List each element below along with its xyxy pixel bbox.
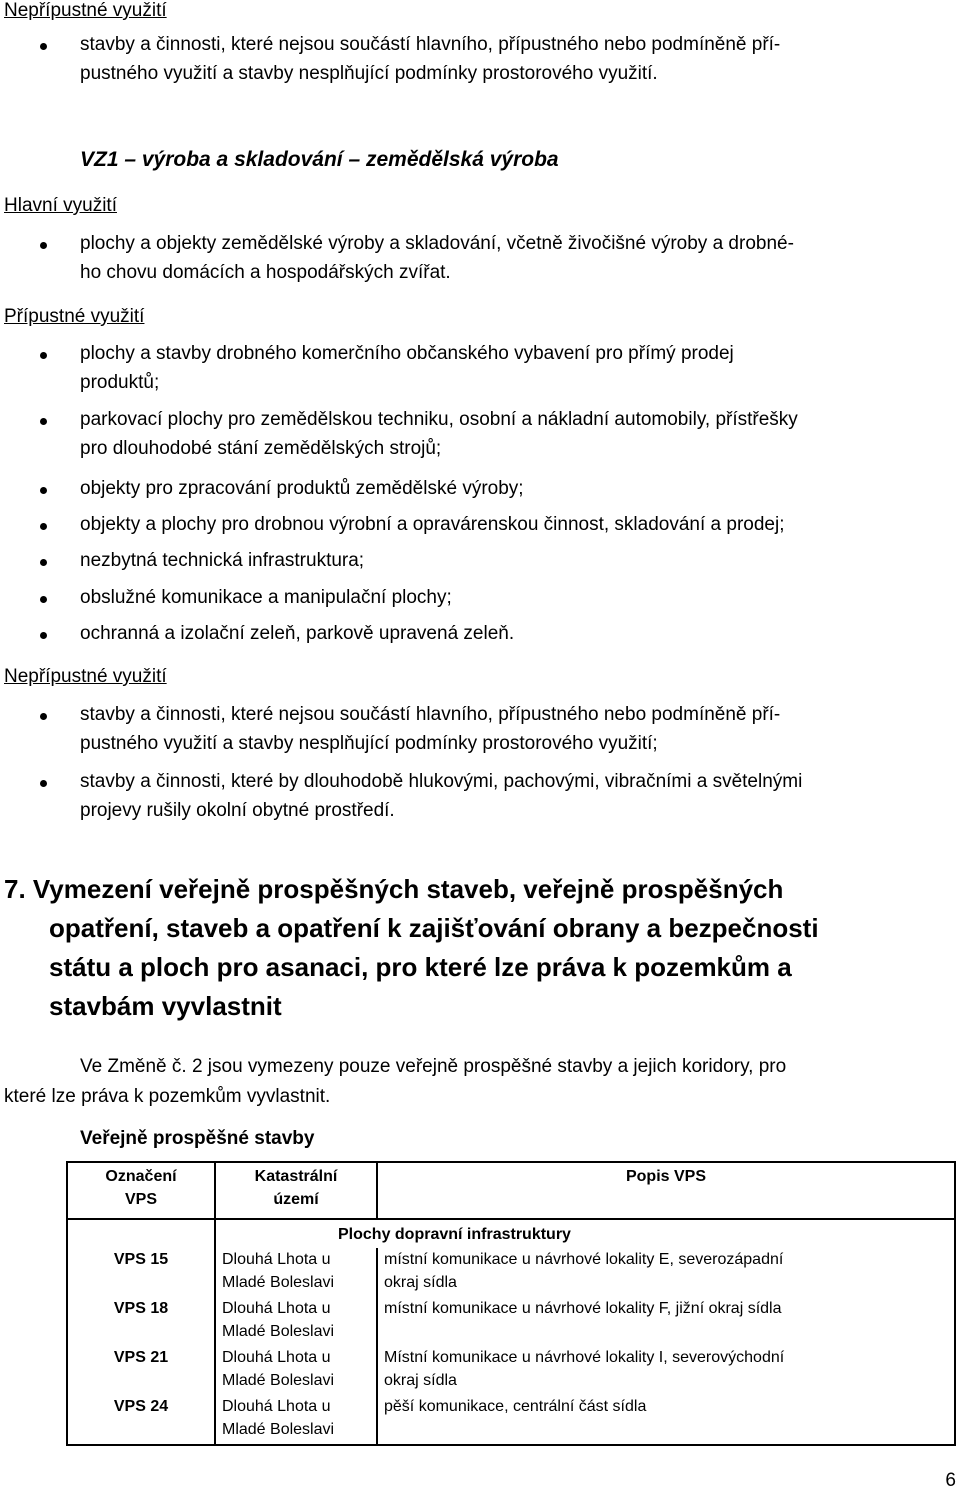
list-item-line: obslužné komunikace a manipulační plochy; [80, 587, 452, 608]
cell-line: pěší komunikace, centrální část sídla [384, 1398, 647, 1415]
table-caption: Veřejně prospěšné stavby [80, 1128, 315, 1149]
bullet-icon [40, 487, 47, 494]
vps-id: VPS 15 [67, 1248, 215, 1297]
list-item-line: parkovací plochy pro zemědělskou techniku, osobní a nákladní automobily, přístřešky [80, 409, 798, 430]
bullet-icon [40, 559, 47, 566]
cell-line: místní komunikace u návrhové lokality F, jižní okraj sídla [384, 1300, 782, 1317]
col-header-uzemi [215, 1162, 377, 1219]
table-row [67, 1395, 955, 1445]
page-number: 6 [945, 1470, 956, 1491]
cell-line: Dlouhá Lhota u [222, 1251, 331, 1268]
list-item-line: stavby a činnosti, které nejsou součástí hlavního, přípustného nebo podmíněně pří- [80, 704, 781, 725]
paragraph-line: které lze práva k pozemkům vyvlastnit. [4, 1086, 331, 1107]
list-item-line: plochy a objekty zemědělské výroby a skladování, včetně živočišné výroby a drobné- [80, 233, 794, 254]
bullet-icon [40, 43, 47, 50]
vps-id: VPS 18 [67, 1297, 215, 1346]
table-row [67, 1346, 955, 1395]
cell-line: Místní komunikace u návrhové lokality I, severovýchodní [384, 1349, 785, 1366]
vz1-title: VZ1 – výroba a skladování – zemědělská výroba [80, 148, 559, 171]
vps-id: VPS 21 [67, 1346, 215, 1395]
list-item-line: stavby a činnosti, které nejsou součástí hlavního, přípustného nebo podmíněně pří- [80, 34, 781, 55]
bullet-icon [40, 713, 47, 720]
section-heading-line: 7. Vymezení veřejně prospěšných staveb, veřejně prospěšných [4, 874, 784, 904]
pripustne-heading: Přípustné využití [4, 306, 145, 327]
bullet-icon [40, 242, 47, 249]
list-item-line: pro dlouhodobé stání zemědělských strojů; [80, 438, 442, 459]
vps-desc [377, 1297, 955, 1346]
vps-area [215, 1395, 377, 1445]
paragraph-line: Ve Změně č. 2 jsou vymezeny pouze veřejně prospěšné stavby a jejich koridory, pro [80, 1056, 787, 1077]
vps-id: VPS 24 [67, 1395, 215, 1445]
group-label: Plochy dopravní infrastruktury [338, 1226, 571, 1243]
vps-desc [377, 1395, 955, 1445]
bullet-icon [40, 632, 47, 639]
table-group-row [67, 1219, 955, 1248]
bullet-icon [40, 418, 47, 425]
list-item-line: ochranná a izolační zeleň, parkově upravená zeleň. [80, 623, 515, 644]
vps-desc [377, 1346, 955, 1395]
nepripustne-heading-top: Nepřípustné využití [4, 0, 167, 21]
hlavni-heading: Hlavní využití [4, 195, 117, 216]
header-line: území [273, 1191, 319, 1208]
cell-line: Dlouhá Lhota u [222, 1349, 331, 1366]
cell-line: Mladé Boleslavi [222, 1372, 335, 1389]
list-item-line: ho chovu domácích a hospodářských zvířat. [80, 262, 451, 283]
list-item-line: objekty a plochy pro drobnou výrobní a opravárenskou činnost, skladování a prodej; [80, 514, 785, 535]
section-heading-line: stavbám vyvlastnit [49, 991, 282, 1021]
cell-line: Dlouhá Lhota u [222, 1398, 331, 1415]
list-item-line: nezbytná technická infrastruktura; [80, 550, 365, 571]
table-header-row [67, 1162, 955, 1219]
cell-line: Mladé Boleslavi [222, 1323, 335, 1340]
cell-line: Mladé Boleslavi [222, 1274, 335, 1291]
bullet-icon [40, 780, 47, 787]
list-item-line: plochy a stavby drobného komerčního občanského vybavení pro přímý prodej [80, 343, 734, 364]
cell-line: okraj sídla [384, 1274, 457, 1291]
vps-area [215, 1297, 377, 1346]
header-line: Označení [105, 1168, 177, 1185]
list-item-line: pustného využití a stavby nesplňující podmínky prostorového využití; [80, 733, 658, 754]
header-line: Popis VPS [625, 1168, 707, 1185]
bullet-icon [40, 352, 47, 359]
cell-line: místní komunikace u návrhové lokality E, severozápadní [384, 1251, 784, 1268]
list-item-line: pustného využití a stavby nesplňující podmínky prostorového využití. [80, 63, 658, 84]
list-item-line: projevy rušily okolní obytné prostředí. [80, 800, 395, 821]
header-line: Katastrální [254, 1168, 338, 1185]
header-line: VPS [124, 1191, 157, 1208]
col-header-oznaceni [67, 1162, 215, 1219]
vps-area [215, 1248, 377, 1297]
cell-line: okraj sídla [384, 1372, 457, 1389]
list-item-line: produktů; [80, 372, 160, 393]
list-item-line: stavby a činnosti, které by dlouhodobě hlukovými, pachovými, vibračními a světelnými [80, 771, 803, 792]
table-row [67, 1248, 955, 1297]
vps-table [66, 1161, 956, 1446]
vps-desc [377, 1248, 955, 1297]
col-header-popis [377, 1162, 955, 1219]
cell-line: Dlouhá Lhota u [222, 1300, 331, 1317]
nepripustne-heading: Nepřípustné využití [4, 666, 167, 687]
section-heading-line: státu a ploch pro asanaci, pro které lze práva k pozemkům a [49, 952, 792, 982]
table-row [67, 1297, 955, 1346]
bullet-icon [40, 596, 47, 603]
vps-area [215, 1346, 377, 1395]
bullet-icon [40, 523, 47, 530]
section-heading-line: opatření, staveb a opatření k zajišťování obrany a bezpečnosti [49, 913, 819, 943]
list-item-line: objekty pro zpracování produktů zemědělské výroby; [80, 478, 524, 499]
cell-line: Mladé Boleslavi [222, 1421, 335, 1438]
